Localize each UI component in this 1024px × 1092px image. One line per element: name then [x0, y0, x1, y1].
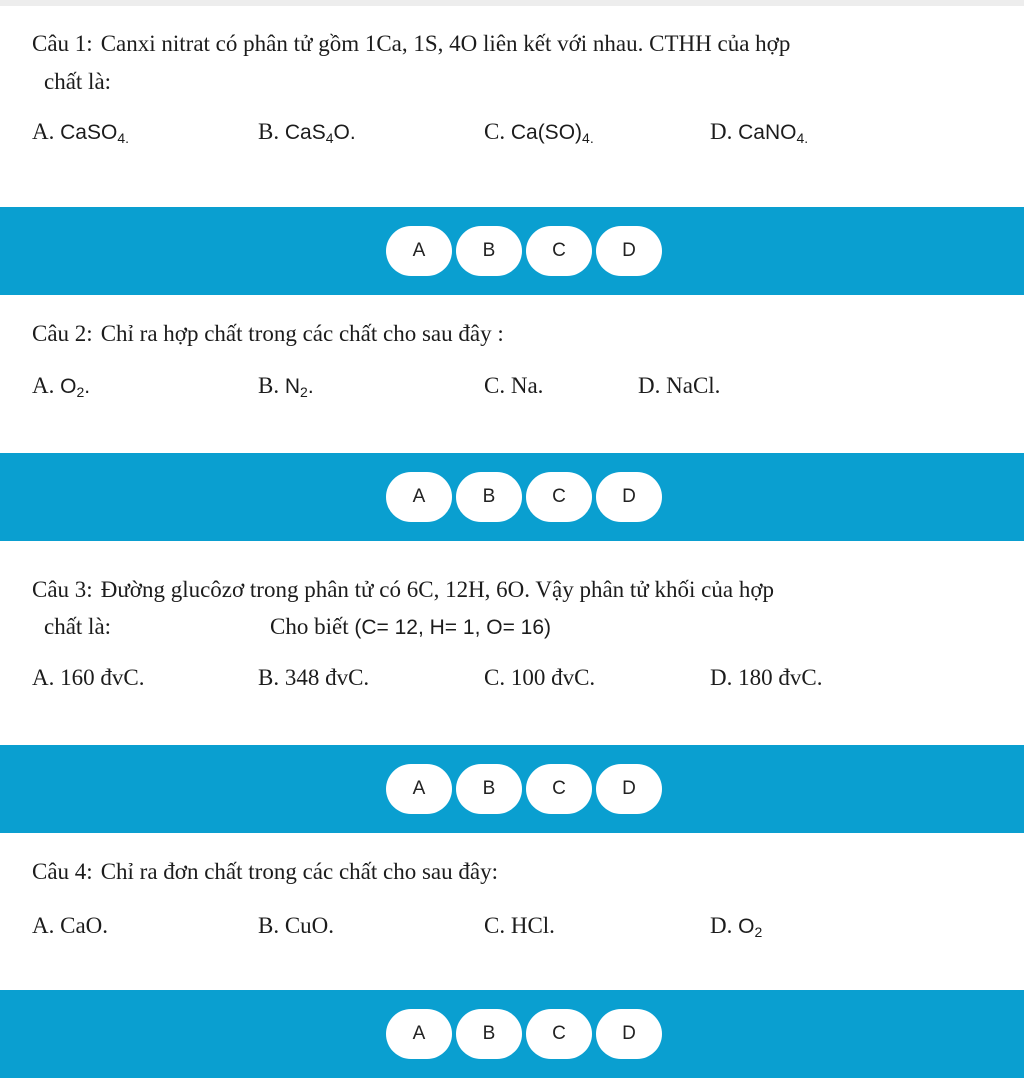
option-c: C. Na.: [484, 373, 544, 398]
option-d: D. NaCl.: [638, 373, 721, 398]
answer-button-a[interactable]: A: [386, 764, 452, 814]
top-divider: [0, 0, 1024, 6]
given-values: Cho biết (C= 12, H= 1, O= 16): [270, 614, 552, 639]
answer-button-a[interactable]: A: [386, 472, 452, 522]
option-c: C. $Ca(SO)_{4.}$: [484, 119, 594, 146]
option-a: A. 160 đvC.: [32, 665, 145, 690]
question-3-text: Câu 3: Đường glucôzơ trong phân tử có 6C, 12H, 6O. Vậy phân tử khối của hợp: [32, 577, 774, 602]
answer-button-c[interactable]: C: [526, 1009, 592, 1059]
answer-bar-1: [0, 207, 1024, 295]
answer-button-a[interactable]: A: [386, 226, 452, 276]
option-d: D. $O_2$: [710, 913, 763, 940]
option-a: A. $O_2$.: [32, 373, 91, 400]
option-a: A. CaO.: [32, 913, 109, 938]
answer-button-d[interactable]: D: [596, 226, 662, 276]
question-2-text: Câu 2: Chỉ ra hợp chất trong các chất cho sau đây :: [32, 321, 504, 346]
question-4-text: Câu 4: Chỉ ra đơn chất trong các chất cho sau đây:: [32, 859, 498, 884]
option-b: B. CuO.: [258, 913, 335, 938]
answer-button-b[interactable]: B: [456, 226, 522, 276]
answer-button-d[interactable]: D: [596, 472, 662, 522]
answer-button-b[interactable]: B: [456, 472, 522, 522]
option-c: C. HCl.: [484, 913, 555, 938]
answer-button-a[interactable]: A: [386, 1009, 452, 1059]
option-b: B. CaS$_4$O.: [258, 119, 356, 146]
answer-bar-3: [0, 745, 1024, 833]
answer-button-d[interactable]: D: [596, 1009, 662, 1059]
answer-button-c[interactable]: C: [526, 226, 592, 276]
option-d: D. 180 đvC.: [710, 665, 823, 690]
option-a: A. CaSO$_{4.}$: [32, 119, 129, 146]
option-b: B. 348 đvC.: [258, 665, 370, 690]
answer-bar-2: [0, 453, 1024, 541]
answer-button-c[interactable]: C: [526, 764, 592, 814]
answer-button-b[interactable]: B: [456, 764, 522, 814]
answer-button-c[interactable]: C: [526, 472, 592, 522]
question-1-text: Câu 1: Canxi nitrat có phân tử gồm 1Ca, 1S, 4O liên kết với nhau. CTHH của hợp: [32, 31, 791, 56]
answer-bar-4: [0, 990, 1024, 1078]
option-c: C. 100 đvC.: [484, 665, 596, 690]
option-d: D. CaNO$_{4.}$: [710, 119, 809, 146]
option-b: B. $N_2$.: [258, 373, 314, 400]
question-3-text-cont: chất là:: [44, 614, 112, 639]
answer-button-b[interactable]: B: [456, 1009, 522, 1059]
question-1-text-cont: chất là:: [44, 69, 112, 94]
answer-button-d[interactable]: D: [596, 764, 662, 814]
